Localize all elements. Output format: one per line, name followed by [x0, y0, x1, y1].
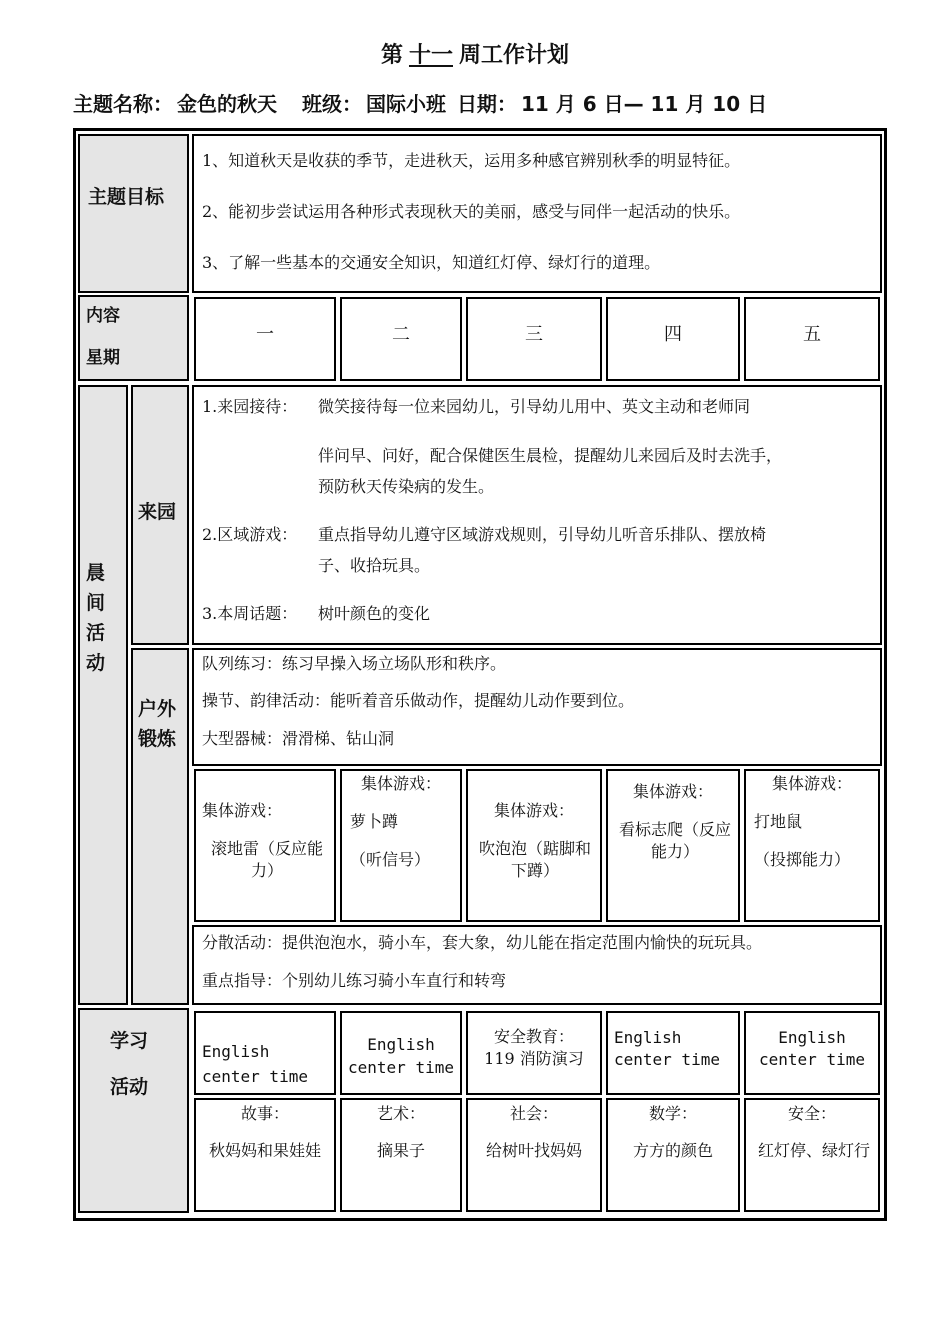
outdoor-label-cell	[131, 648, 189, 1005]
arrival-label-cell	[131, 385, 189, 645]
arrival-item-line: 重点指导幼儿遵守区域游戏规则，引导幼儿听音乐排队、摆放椅	[318, 525, 767, 544]
game-cell-mon: 集体游戏： 滚地雷（反应能力）	[194, 769, 336, 922]
goal-item: 3、了解一些基本的交通安全知识，知道红灯停、绿灯行的道理。	[202, 253, 661, 272]
outdoor-line: 队列练习：练习早操入场立场队形和秩序。	[202, 654, 507, 673]
study-cell-thu-2: 数学： 方方的颜色	[606, 1098, 740, 1212]
week-number: 十一	[408, 43, 453, 68]
goals-label-cell	[78, 134, 189, 293]
free-play-line: 重点指导：个别幼儿练习骑小车直行和转弯	[202, 971, 507, 990]
content-label: 内容	[86, 306, 120, 326]
day-header-thu: 四	[606, 297, 740, 381]
arrival-topic: 树叶颜色的变化	[318, 604, 431, 623]
outdoor-line: 操节、韵律活动：能听着音乐做动作，提醒幼儿动作要到位。	[202, 691, 635, 710]
free-play-cell	[192, 925, 882, 1005]
game-cell-thu: 集体游戏： 看标志爬（反应能力）	[606, 769, 740, 922]
study-cell-fri-2: 安全： 红灯停、绿灯行	[744, 1098, 880, 1212]
game-cell-fri: 集体游戏： 打地鼠 （投掷能力）	[744, 769, 880, 922]
arrival-item-head: 1.来园接待：	[202, 397, 298, 416]
plan-meta: 主题名称： 金色的秋天 班级： 国际小班 日期： 11 月 6 日— 11 月 10 日	[73, 92, 768, 116]
study-cell-fri-1: English center time	[744, 1011, 880, 1095]
outdoor-line: 大型器械：滑滑梯、钻山洞	[202, 729, 395, 748]
header-label-cell	[78, 295, 189, 381]
morning-label: 晨 间 活 动	[86, 562, 106, 674]
arrival-item-line: 子、收拾玩具。	[318, 556, 431, 575]
day-header-mon: 一	[194, 297, 336, 381]
outdoor-drill-cell	[192, 648, 882, 766]
day-header-tue: 二	[340, 297, 462, 381]
arrival-item-head: 2.区域游戏：	[202, 525, 298, 544]
outdoor-label: 户外 锻炼	[138, 698, 177, 750]
study-cell-thu-1: English center time	[606, 1011, 740, 1095]
weekday-label: 星期	[86, 348, 120, 368]
morning-label-cell	[78, 385, 128, 1005]
study-cell-wed-1: 安全教育： 119 消防演习	[466, 1011, 602, 1095]
day-header-wed: 三	[466, 297, 602, 381]
goals-content-cell	[192, 134, 882, 293]
study-label: 学习 活动	[110, 1030, 149, 1098]
arrival-label: 来园	[138, 501, 177, 523]
goals-label: 主题目标	[88, 186, 165, 208]
study-label-cell	[78, 1008, 189, 1213]
arrival-item-line: 预防秋天传染病的发生。	[318, 477, 495, 496]
arrival-item-head: 3.本周话题：	[202, 604, 298, 623]
study-cell-tue-2: 艺术： 摘果子	[340, 1098, 462, 1212]
game-cell-wed: 集体游戏： 吹泡泡（踮脚和下蹲）	[466, 769, 602, 922]
study-cell-wed-2: 社会： 给树叶找妈妈	[466, 1098, 602, 1212]
study-cell-mon-1: English center time	[194, 1011, 336, 1095]
arrival-item-line: 伴问早、问好，配合保健医生晨检，提醒幼儿来园后及时去洗手，	[318, 446, 783, 465]
arrival-content-cell	[192, 385, 882, 645]
page-title: 第 十一 周工作计划	[380, 43, 570, 68]
arrival-item-line: 微笑接待每一位来园幼儿，引导幼儿用中、英文主动和老师同	[318, 397, 751, 416]
goal-item: 2、能初步尝试运用各种形式表现秋天的美丽，感受与同伴一起活动的快乐。	[202, 202, 741, 221]
game-cell-tue: 集体游戏： 萝卜蹲 （听信号）	[340, 769, 462, 922]
free-play-line: 分散活动：提供泡泡水，骑小车，套大象，幼儿能在指定范围内愉快的玩玩具。	[202, 933, 763, 952]
goal-item: 1、知道秋天是收获的季节，走进秋天，运用多种感官辨别秋季的明显特征。	[202, 151, 741, 170]
study-cell-mon-2: 故事： 秋妈妈和果娃娃	[194, 1098, 336, 1212]
study-cell-tue-1: English center time	[340, 1011, 462, 1095]
day-header-fri: 五	[744, 297, 880, 381]
